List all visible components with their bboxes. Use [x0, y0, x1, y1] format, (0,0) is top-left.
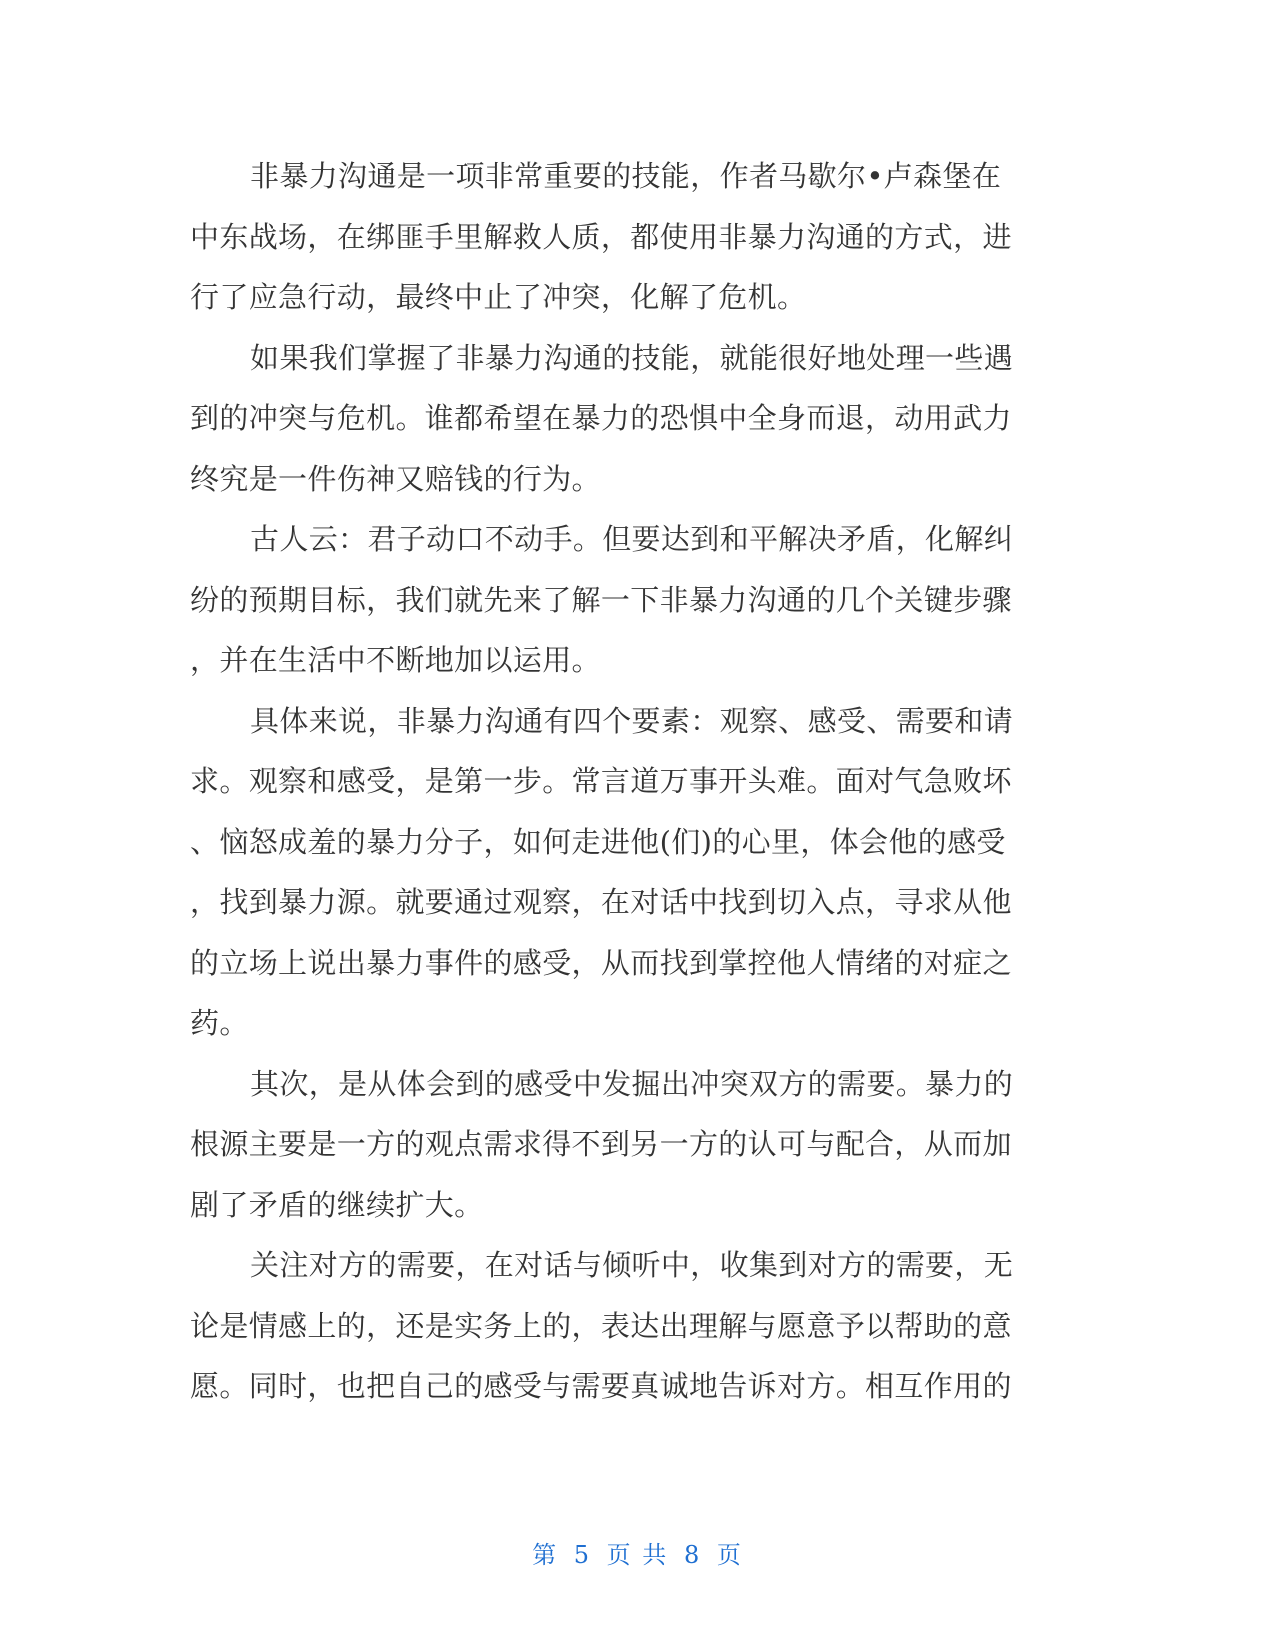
paragraph-line: 药。 — [190, 1006, 249, 1040]
paragraph-5 — [190, 1054, 1060, 1236]
paragraph-line: ，找到暴力源。就要通过观察，在对话中找到切入点，寻求从他 — [190, 885, 1012, 919]
paragraph-line: 具体来说，非暴力沟通有四个要素：观察、感受、需要和请 — [250, 703, 1014, 738]
paragraph-line: 根源主要是一方的观点需求得不到另一方的认可与配合，从而加 — [190, 1127, 1012, 1161]
footer-prefix: 第 — [532, 1541, 559, 1569]
paragraph-line: 行了应急行动，最终中止了冲突，化解了危机。 — [190, 280, 807, 314]
paragraph-line: 求。观察和感受，是第一步。常言道万事开头难。面对气急败坏 — [190, 764, 1012, 798]
paragraph-2 — [190, 328, 1060, 510]
footer-middle: 页 共 — [606, 1541, 669, 1569]
paragraph-line: 如果我们掌握了非暴力沟通的技能，就能很好地处理一些遇 — [250, 340, 1014, 375]
paragraph-line: 中东战场，在绑匪手里解救人质，都使用非暴力沟通的方式，进 — [190, 219, 1012, 254]
document-body — [190, 146, 1060, 1417]
paragraph-line: ，并在生活中不断地加以运用。 — [190, 643, 601, 677]
paragraph-line: 愿。同时，也把自己的感受与需要真诚地告诉对方。相互作用的 — [190, 1369, 1012, 1403]
paragraph-line: 到的冲突与危机。谁都希望在暴力的恐惧中全身而退，动用武力 — [190, 401, 1012, 435]
current-page-number: 5 — [573, 1541, 592, 1569]
paragraph-line: 的立场上说出暴力事件的感受，从而找到掌控他人情绪的对症之 — [190, 945, 1012, 980]
paragraph-line: 其次，是从体会到的感受中发掘出冲突双方的需要。暴力的 — [250, 1066, 1014, 1101]
paragraph-3 — [190, 509, 1060, 691]
total-pages-number: 8 — [683, 1541, 702, 1569]
footer-suffix: 页 — [716, 1541, 743, 1569]
paragraph-line: 终究是一件伤神又赔钱的行为。 — [190, 461, 601, 496]
paragraph-4 — [190, 691, 1060, 1054]
paragraph-1 — [190, 146, 1060, 328]
paragraph-6 — [190, 1235, 1060, 1417]
paragraph-line: 纷的预期目标，我们就先来了解一下非暴力沟通的几个关键步骤 — [190, 582, 1012, 617]
paragraph-line: 剧了矛盾的继续扩大。 — [190, 1187, 484, 1222]
paragraph-line: 论是情感上的，还是实务上的，表达出理解与愿意予以帮助的意 — [190, 1308, 1012, 1343]
paragraph-line: 、恼怒成羞的暴力分子，如何走进他(们)的心里，体会他的感受 — [190, 824, 1006, 859]
paragraph-line: 古人云：君子动口不动手。但要达到和平解决矛盾，化解纠 — [250, 522, 1014, 556]
paragraph-line: 关注对方的需要，在对话与倾听中，收集到对方的需要，无 — [250, 1248, 1014, 1282]
paragraph-line: 非暴力沟通是一项非常重要的技能，作者马歇尔•卢森堡在 — [250, 159, 1002, 193]
page-number-footer — [0, 1535, 1275, 1570]
